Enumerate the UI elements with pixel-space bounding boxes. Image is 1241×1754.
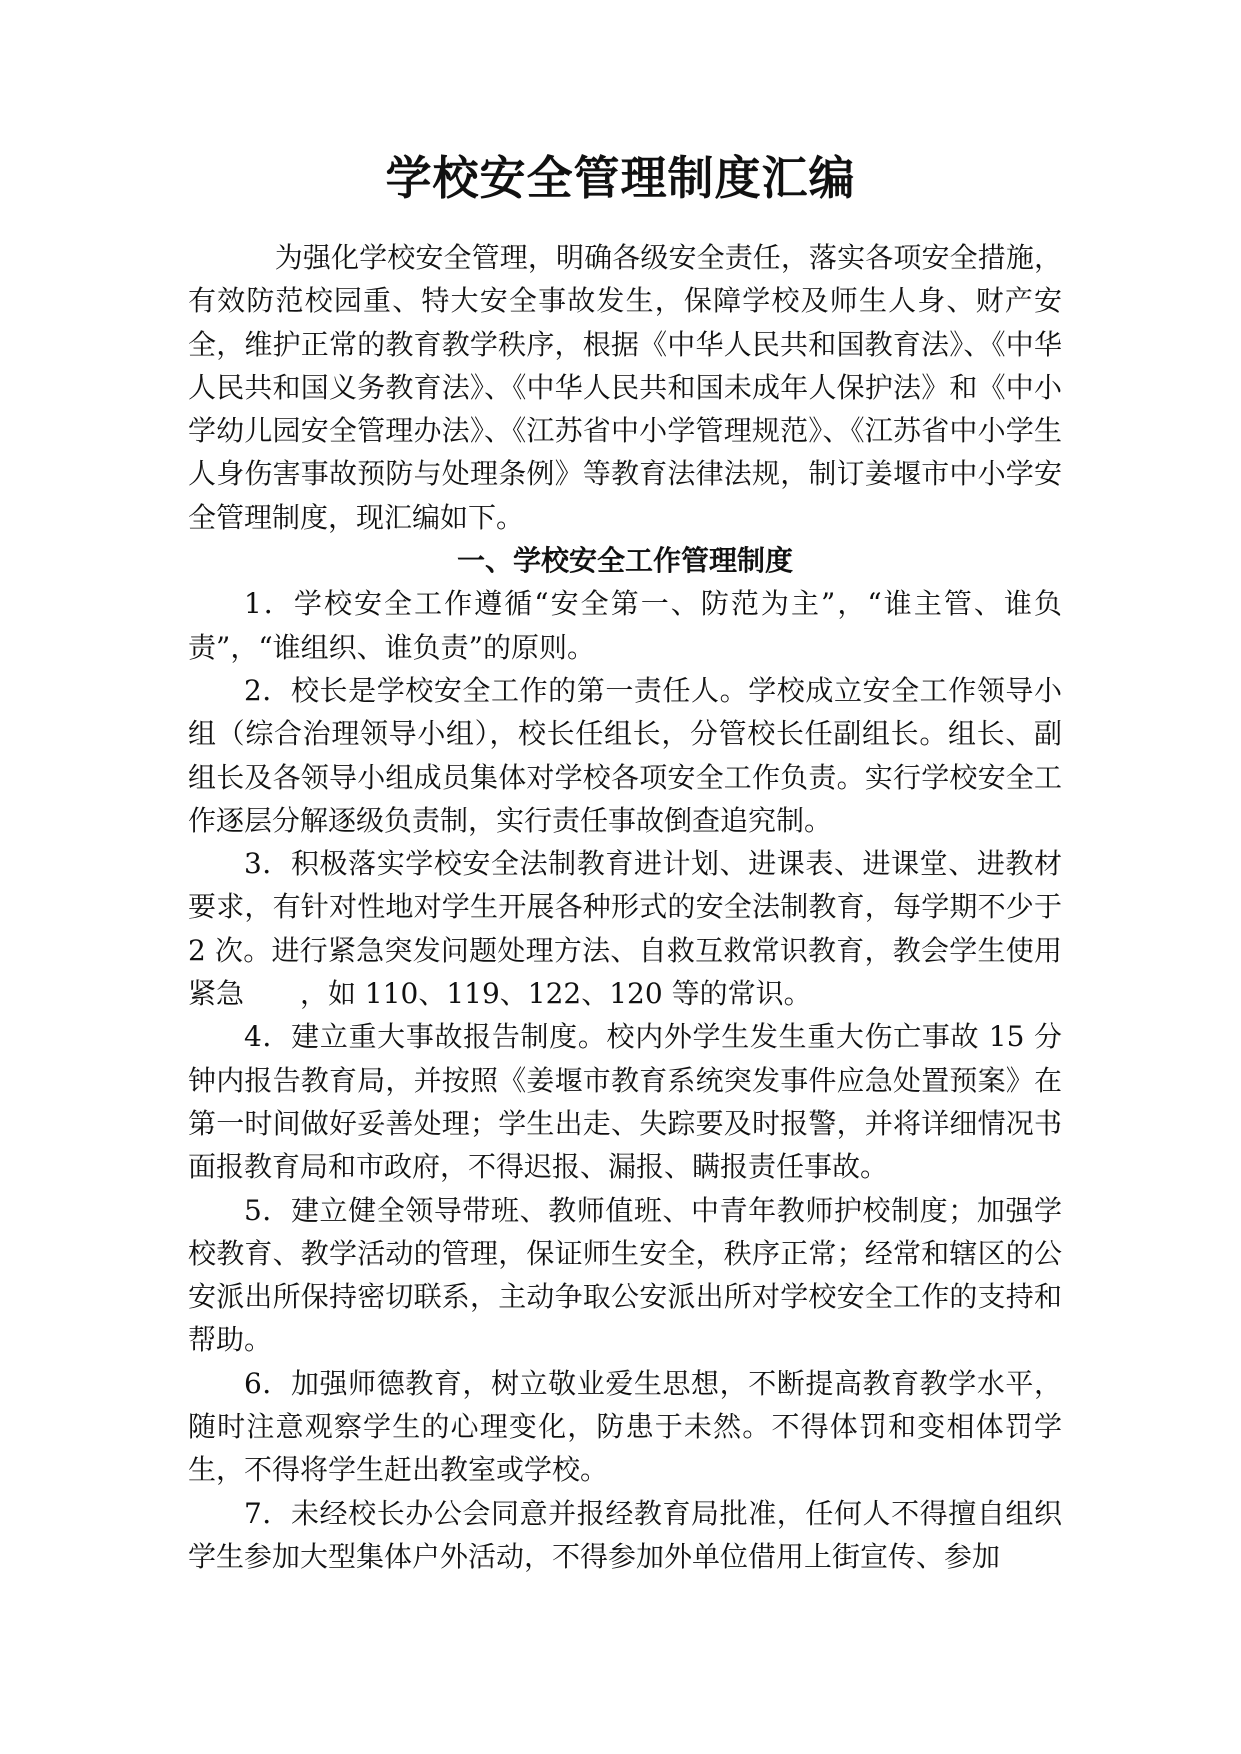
rule-paragraph-7: 7．未经校长办公会同意并报经教育局批准，任何人不得擅自组织学生参加大型集体户外活动，不得参加外单位借用上街宣传、参加 bbox=[188, 1496, 1062, 1573]
section-heading: 一、学校安全工作管理制度 bbox=[456, 544, 793, 578]
document-body bbox=[188, 236, 1062, 1578]
document-title: 学校安全管理制度汇编 bbox=[385, 151, 856, 205]
rule-paragraph-4: 4．建立重大事故报告制度。校内外学生发生重大伤亡事故 15 分钟内报告教育局，并按照《姜堰市教育系统突发事件应急处置预案》在第一时间做好妥善处理；学生出走、失踪要及时报警，并将详细情况书面报教育局和市政府，不得迟报、漏报、瞒报责任事故。 bbox=[188, 1020, 1062, 1184]
rule-paragraph-3: 3．积极落实学校安全法制教育进计划、进课表、进课堂、进教材要求，有针对性地对学生开展各种形式的安全法制教育，每学期不少于 2 次。进行紧急突发问题处理方法、自救互救常识教育，教会学生使用紧急 ，如 110、119、122、120 等的常识。 bbox=[188, 847, 1062, 1011]
intro-paragraph: 为强化学校安全管理，明确各级安全责任，落实各项安全措施，有效防范校园重、特大安全事故发生，保障学校及师生人身、财产安全，维护正常的教育教学秩序，根据《中华人民共和国教育法》、《中华人民共和国义务教育法》、《中华人民共和国未成年人保护法》和《中小学幼儿园安全管理办法》、《江苏省中小学管理规范》、《江苏省中小学生人身伤害事故预防与处理条例》等教育法律法规，制订姜堰市中小学安全管理制度，现汇编如下。 bbox=[188, 241, 1062, 534]
rule-paragraph-5: 5．建立健全领导带班、教师值班、中青年教师护校制度；加强学校教育、教学活动的管理，保证师生安全，秩序正常；经常和辖区的公安派出所保持密切联系，主动争取公安派出所对学校安全工作的支持和帮助。 bbox=[188, 1193, 1062, 1357]
rule-paragraph-1: 1．学校安全工作遵循“安全第一、防范为主”，“谁主管、谁负责”，“谁组织、谁负责”的原则。 bbox=[188, 587, 1062, 664]
rule-paragraph-2: 2．校长是学校安全工作的第一责任人。学校成立安全工作领导小组（综合治理领导小组），校长任组长，分管校长任副组长。组长、副组长及各领导小组成员集体对学校各项安全工作负责。实行学校安全工作逐层分解逐级负责制，实行责任事故倒查追究制。 bbox=[188, 673, 1062, 837]
rule-paragraph-6: 6．加强师德教育，树立敬业爱生思想，不断提高教育教学水平，随时注意观察学生的心理变化，防患于未然。不得体罚和变相体罚学生，不得将学生赶出教室或学校。 bbox=[188, 1366, 1062, 1487]
